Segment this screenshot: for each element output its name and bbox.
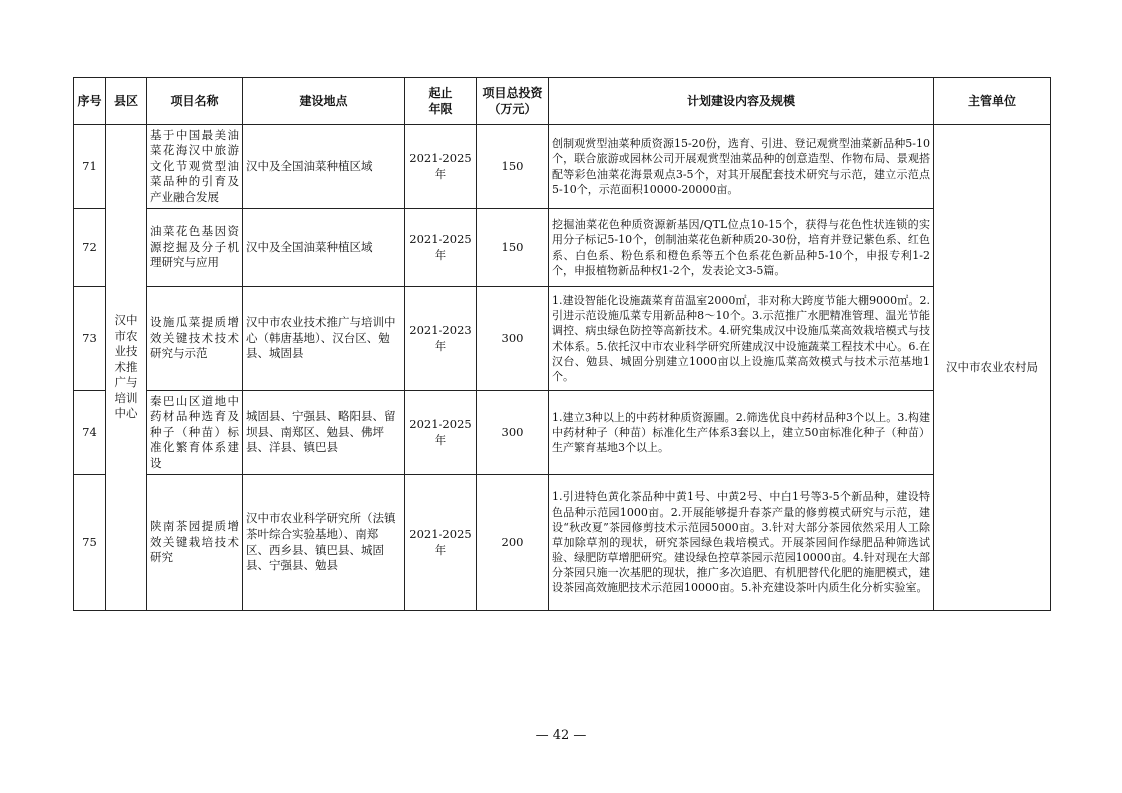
header-name: 项目名称: [147, 78, 243, 125]
row-location: 汉中及全国油菜种植区域: [243, 209, 405, 287]
header-county: 县区: [106, 78, 147, 125]
row-content: 1.建设智能化设施蔬菜育苗温室2000㎡，非对称大跨度节能大棚9000㎡。2.引进示范设施瓜菜专用新品种8～10个。3.示范推广水肥精准管理、温光节能调控、病虫绿色防控等高新技术。4.研究集成汉中设施瓜菜高效栽培模式与技术体系。5.依托汉中市农业科学研究所建成汉中设施蔬菜工程技术中心。6.在汉台、勉县、城固分别建立1000亩以上设施瓜菜高效模式与技术示范基地1个。: [549, 287, 934, 391]
project-table: [73, 77, 1051, 611]
row-name: 秦巴山区道地中药材品种选育及种子（种苗）标准化繁育体系建设: [147, 391, 243, 475]
table-row: [74, 287, 1051, 391]
row-seq: 75: [74, 475, 106, 611]
row-location: 汉中市农业科学研究所（法镇茶叶综合实验基地）、南郑区、西乡县、镇巴县、城固县、宁强县、勉县: [243, 475, 405, 611]
page-number: — 42 —: [535, 728, 587, 743]
header-unit: 主管单位: [934, 78, 1051, 125]
row-content: 挖掘油菜花色种质资源新基因/QTL位点10-15个，获得与花色性状连锁的实用分子标记5-10个，创制油菜花色新种质20-30份，培育并登记紫色系、红色系、白色系、粉色系和橙色系等五个色系花色新品种5-10个，申报专利1-2个，申报植物新品种权1-2个，发表论文3-5篇。: [549, 209, 934, 287]
header-row: [74, 78, 1051, 125]
header-location: 建设地点: [243, 78, 405, 125]
row-period: 2021-2025年: [405, 391, 477, 475]
header-invest-line2: （万元）: [488, 102, 537, 116]
row-content: 创制观赏型油菜种质资源15-20份，选育、引进、登记观赏型油菜新品种5-10个，联合旅游或园林公司开展观赏型油菜品种的创意造型、作物布局、景观搭配等彩色油菜花海景观点3-5个，对其开展配套技术研究与示范，建立示范点 5-10个，示范面积10000-20000亩。: [549, 125, 934, 209]
header-period-line1: 起止: [428, 85, 453, 100]
row-invest: 150: [477, 209, 549, 287]
row-invest: 200: [477, 475, 549, 611]
row-seq: 71: [74, 125, 106, 209]
table-row: [74, 209, 1051, 287]
row-invest: 300: [477, 287, 549, 391]
row-seq: 74: [74, 391, 106, 475]
row-name: 基于中国最美油菜花海汉中旅游文化节观赏型油菜品种的引育及产业融合发展: [147, 125, 243, 209]
table-row: [74, 475, 1051, 611]
row-period: 2021-2025年: [405, 475, 477, 611]
header-period-line2: 年限: [428, 102, 453, 116]
row-name: 油菜花色基因资源挖掘及分子机理研究与应用: [147, 209, 243, 287]
row-invest: 300: [477, 391, 549, 475]
row-content: 1.建立3种以上的中药材种质资源圃。2.筛选优良中药材品种3个以上。3.构建中药材种子（种苗）标准化生产体系3套以上，建立50亩标准化种子（种苗）生产繁育基地3个以上。: [549, 391, 934, 475]
county-cell: 汉中市农业技术推广与培训中心: [106, 125, 147, 611]
table-row: [74, 391, 1051, 475]
row-content: 1.引进特色黄化茶品种中黄1号、中黄2号、中白1号等3-5个新品种，建设特色品种示范园1000亩。2.开展能够提升春茶产量的修剪模式研究与示范，建设“秋改夏”茶园修剪技术示范园5000亩。3.针对大部分茶园依然采用人工除草加除草剂的现状，研究茶园绿色栽培模式。开展茶园间作绿肥品种筛选试验、绿肥防草增肥研究。建设绿色控草茶园示范园10000亩。4.针对现在大部分茶园只施一次基肥的现状，推广多次追肥、有机肥替代化肥的施肥模式，建设茶园高效施肥技术示范园10000亩。5.补充建设茶叶内质生化分析实验室。: [549, 475, 934, 611]
row-invest: 150: [477, 125, 549, 209]
row-name: 设施瓜菜提质增效关键技术技术研究与示范: [147, 287, 243, 391]
row-period: 2021-2025年: [405, 209, 477, 287]
header-invest: [477, 78, 549, 125]
row-period: 2021-2025年: [405, 125, 477, 209]
header-seq: 序号: [74, 78, 106, 125]
table-row: [74, 125, 1051, 209]
row-seq: 73: [74, 287, 106, 391]
row-name: 陕南茶园提质增效关键栽培技术研究: [147, 475, 243, 611]
header-invest-line1: 项目总投资: [482, 85, 543, 100]
header-content: 计划建设内容及规模: [549, 78, 934, 125]
row-location: 城固县、宁强县、略阳县、留坝县、南郑区、勉县、佛坪县、洋县、镇巴县: [243, 391, 405, 475]
row-seq: 72: [74, 209, 106, 287]
row-period: 2021-2023年: [405, 287, 477, 391]
row-location: 汉中及全国油菜种植区域: [243, 125, 405, 209]
row-location: 汉中市农业技术推广与培训中心（韩唐基地）、汉台区、勉县、城固县: [243, 287, 405, 391]
header-period: [405, 78, 477, 125]
unit-cell: 汉中市农业农村局: [934, 125, 1051, 611]
